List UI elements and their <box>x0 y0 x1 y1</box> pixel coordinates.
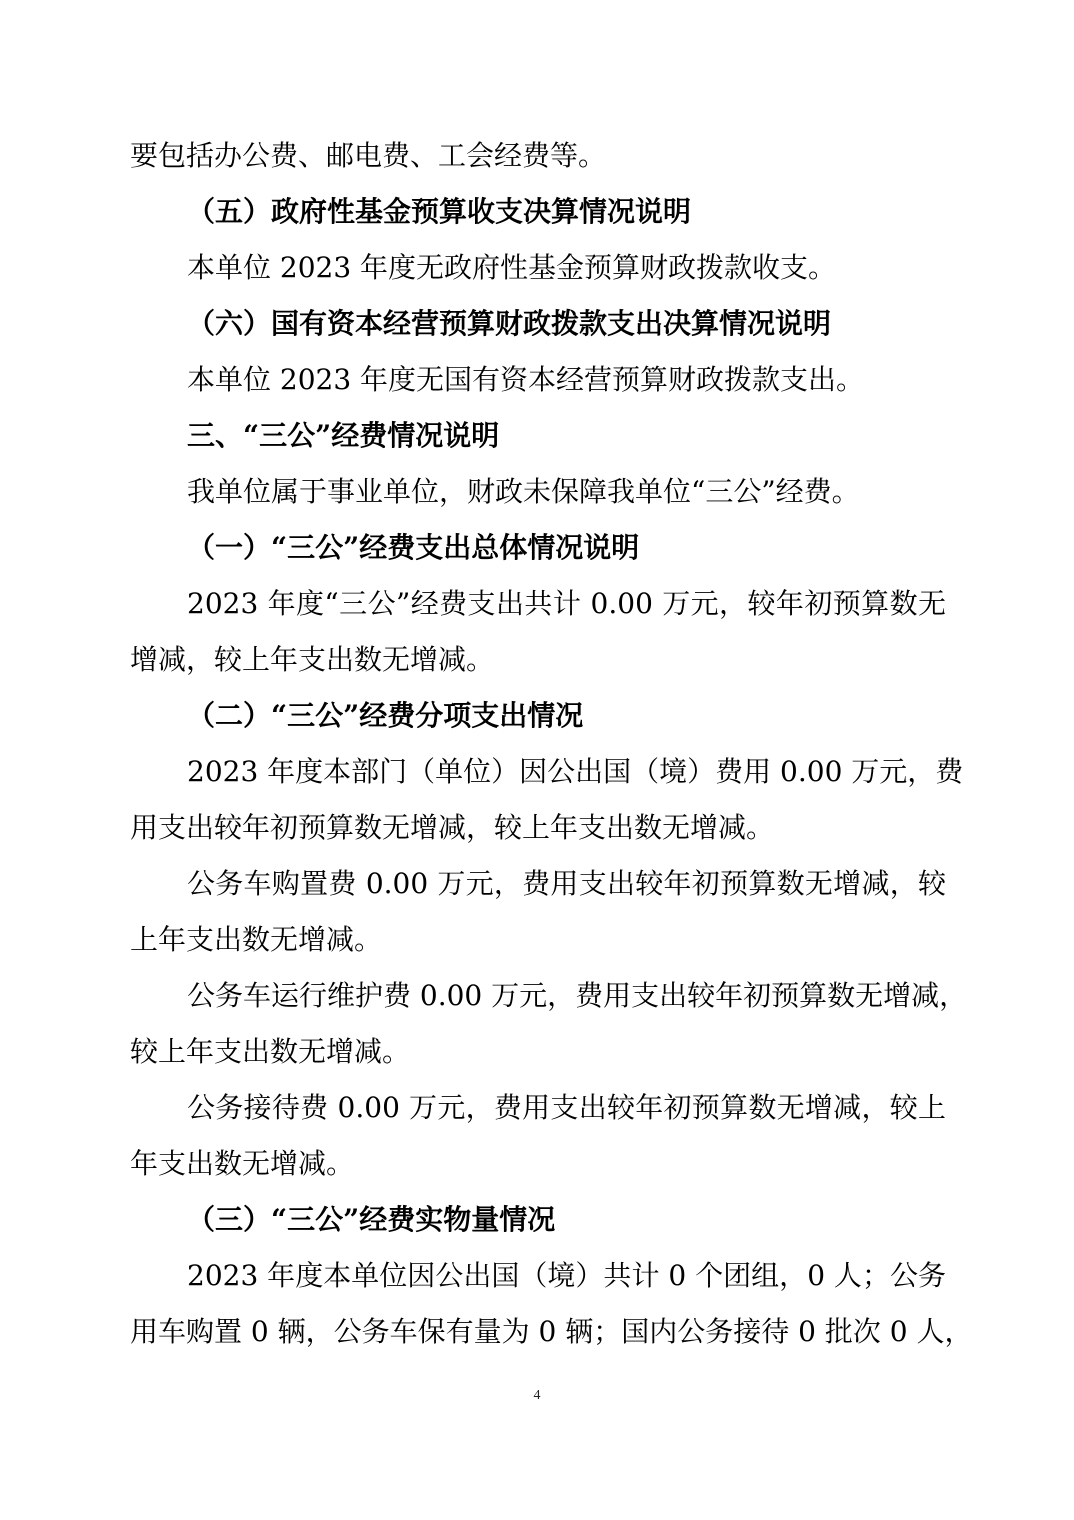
page-number: 4 <box>533 1388 541 1403</box>
section-heading-physical-quantity: （三）“三公”经费实物量情况 <box>187 1203 556 1236</box>
vehicle-purchase-text-line-2: 上年支出数无增减。 <box>130 923 383 956</box>
section-heading-itemized: （二）“三公”经费分项支出情况 <box>187 699 584 732</box>
reception-text-line-1: 公务接待费 0.00 万元，费用支出较年初预算数无增减，较上 <box>187 1091 946 1124</box>
vehicle-maintenance-text-line-2: 较上年支出数无增减。 <box>130 1035 411 1068</box>
overall-text-line-2: 增减，较上年支出数无增减。 <box>130 643 495 676</box>
chapter-heading-three-public: 三、“三公”经费情况说明 <box>187 419 500 452</box>
continuation-text-line: 要包括办公费、邮电费、工会经费等。 <box>130 139 607 172</box>
reception-text-line-2: 年支出数无增减。 <box>130 1147 355 1180</box>
state-capital-text: 本单位 2023 年度无国有资本经营预算财政拨款支出。 <box>187 363 865 396</box>
overall-text-line-1: 2023 年度“三公”经费支出共计 0.00 万元，较年初预算数无 <box>187 587 946 620</box>
government-fund-text: 本单位 2023 年度无政府性基金预算财政拨款收支。 <box>187 251 837 284</box>
three-public-intro-text: 我单位属于事业单位，财政未保障我单位“三公”经费。 <box>187 475 860 508</box>
abroad-text-line-1: 2023 年度本部门（单位）因公出国（境）费用 0.00 万元，费 <box>187 755 964 788</box>
physical-quantity-text-line-1: 2023 年度本单位因公出国（境）共计 0 个团组，0 人；公务 <box>187 1259 946 1292</box>
vehicle-purchase-text-line-1: 公务车购置费 0.00 万元，费用支出较年初预算数无增减，较 <box>187 867 946 900</box>
section-heading-government-fund: （五）政府性基金预算收支决算情况说明 <box>187 195 692 228</box>
section-heading-state-capital: （六）国有资本经营预算财政拨款支出决算情况说明 <box>187 307 832 340</box>
abroad-text-line-2: 用支出较年初预算数无增减，较上年支出数无增减。 <box>130 811 775 844</box>
section-heading-overall: （一）“三公”经费支出总体情况说明 <box>187 531 640 564</box>
vehicle-maintenance-text-line-1: 公务车运行维护费 0.00 万元，费用支出较年初预算数无增减， <box>187 979 968 1012</box>
physical-quantity-text-line-2: 用车购置 0 辆，公务车保有量为 0 辆；国内公务接待 0 批次 0 人， <box>130 1315 973 1348</box>
